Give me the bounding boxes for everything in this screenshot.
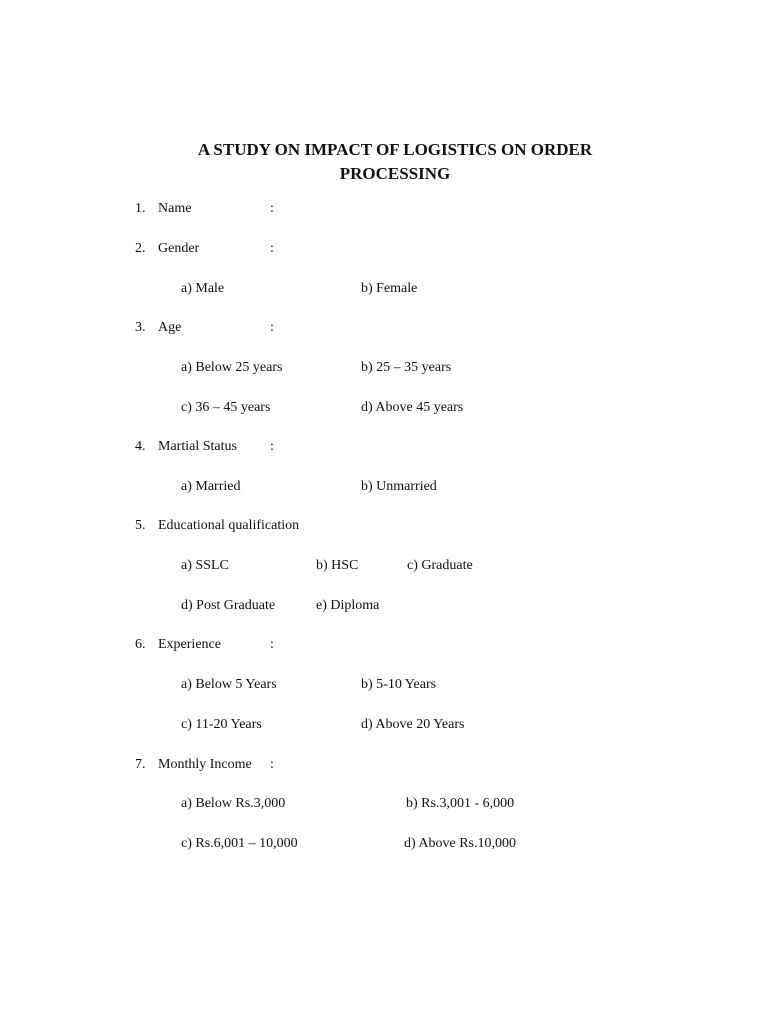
question-name [0, 199, 768, 219]
experience-options-row-2 [0, 715, 768, 735]
question-label: Age [158, 320, 182, 335]
question-experience [0, 635, 768, 655]
question-label: Monthly Income [158, 757, 252, 772]
experience-options-row-1 [0, 675, 768, 695]
question-number: 6. [135, 637, 146, 652]
question-colon: : [270, 320, 274, 335]
title-line-2: PROCESSING [339, 164, 451, 183]
age-options-row-2 [0, 398, 768, 418]
option-male: a) Male [181, 281, 225, 296]
option-5-10-years: b) 5-10 Years [361, 677, 437, 692]
question-colon: : [270, 439, 274, 454]
question-number: 1. [135, 201, 146, 216]
question-colon: : [270, 201, 274, 216]
option-36-45: c) 36 – 45 years [181, 400, 271, 415]
option-6001-10000: c) Rs.6,001 – 10,000 [181, 836, 298, 851]
option-above-10000: d) Above Rs.10,000 [404, 836, 516, 851]
option-below-25: a) Below 25 years [181, 360, 283, 375]
option-unmarried: b) Unmarried [361, 479, 437, 494]
title-line-1: A STUDY ON IMPACT OF LOGISTICS ON ORDER [197, 140, 593, 159]
option-female: b) Female [361, 281, 418, 296]
question-age [0, 318, 768, 338]
question-number: 7. [135, 757, 146, 772]
gender-options-row [0, 279, 768, 299]
option-3001-6000: b) Rs.3,001 - 6,000 [406, 796, 515, 811]
option-above-45: d) Above 45 years [361, 400, 464, 415]
question-education [0, 516, 768, 536]
question-label: Martial Status [158, 439, 237, 454]
question-colon: : [270, 241, 274, 256]
education-options-row-1 [0, 556, 768, 576]
option-hsc: b) HSC [316, 558, 359, 573]
question-label: Gender [158, 241, 200, 256]
option-11-20-years: c) 11-20 Years [181, 717, 262, 732]
option-diploma: e) Diploma [316, 598, 380, 613]
option-above-20-years: d) Above 20 Years [361, 717, 465, 732]
income-options-row-1 [0, 794, 768, 814]
option-married: a) Married [181, 479, 241, 494]
question-label: Experience [158, 637, 221, 652]
question-label: Educational qualification [158, 518, 300, 533]
document-title [0, 138, 768, 186]
option-sslc: a) SSLC [181, 558, 229, 573]
education-options-row-2 [0, 596, 768, 616]
option-post-graduate: d) Post Graduate [181, 598, 276, 613]
question-number: 4. [135, 439, 146, 454]
option-below-5-years: a) Below 5 Years [181, 677, 277, 692]
option-graduate: c) Graduate [407, 558, 473, 573]
question-gender [0, 239, 768, 259]
option-25-35: b) 25 – 35 years [361, 360, 452, 375]
income-options-row-2 [0, 834, 768, 854]
option-below-3000: a) Below Rs.3,000 [181, 796, 286, 811]
question-number: 2. [135, 241, 146, 256]
question-monthly-income [0, 755, 768, 775]
question-number: 5. [135, 518, 146, 533]
question-label: Name [158, 201, 192, 216]
question-colon: : [270, 637, 274, 652]
question-marital-status [0, 437, 768, 457]
marital-options-row [0, 477, 768, 497]
question-colon: : [270, 757, 274, 772]
question-number: 3. [135, 320, 146, 335]
age-options-row-1 [0, 358, 768, 378]
